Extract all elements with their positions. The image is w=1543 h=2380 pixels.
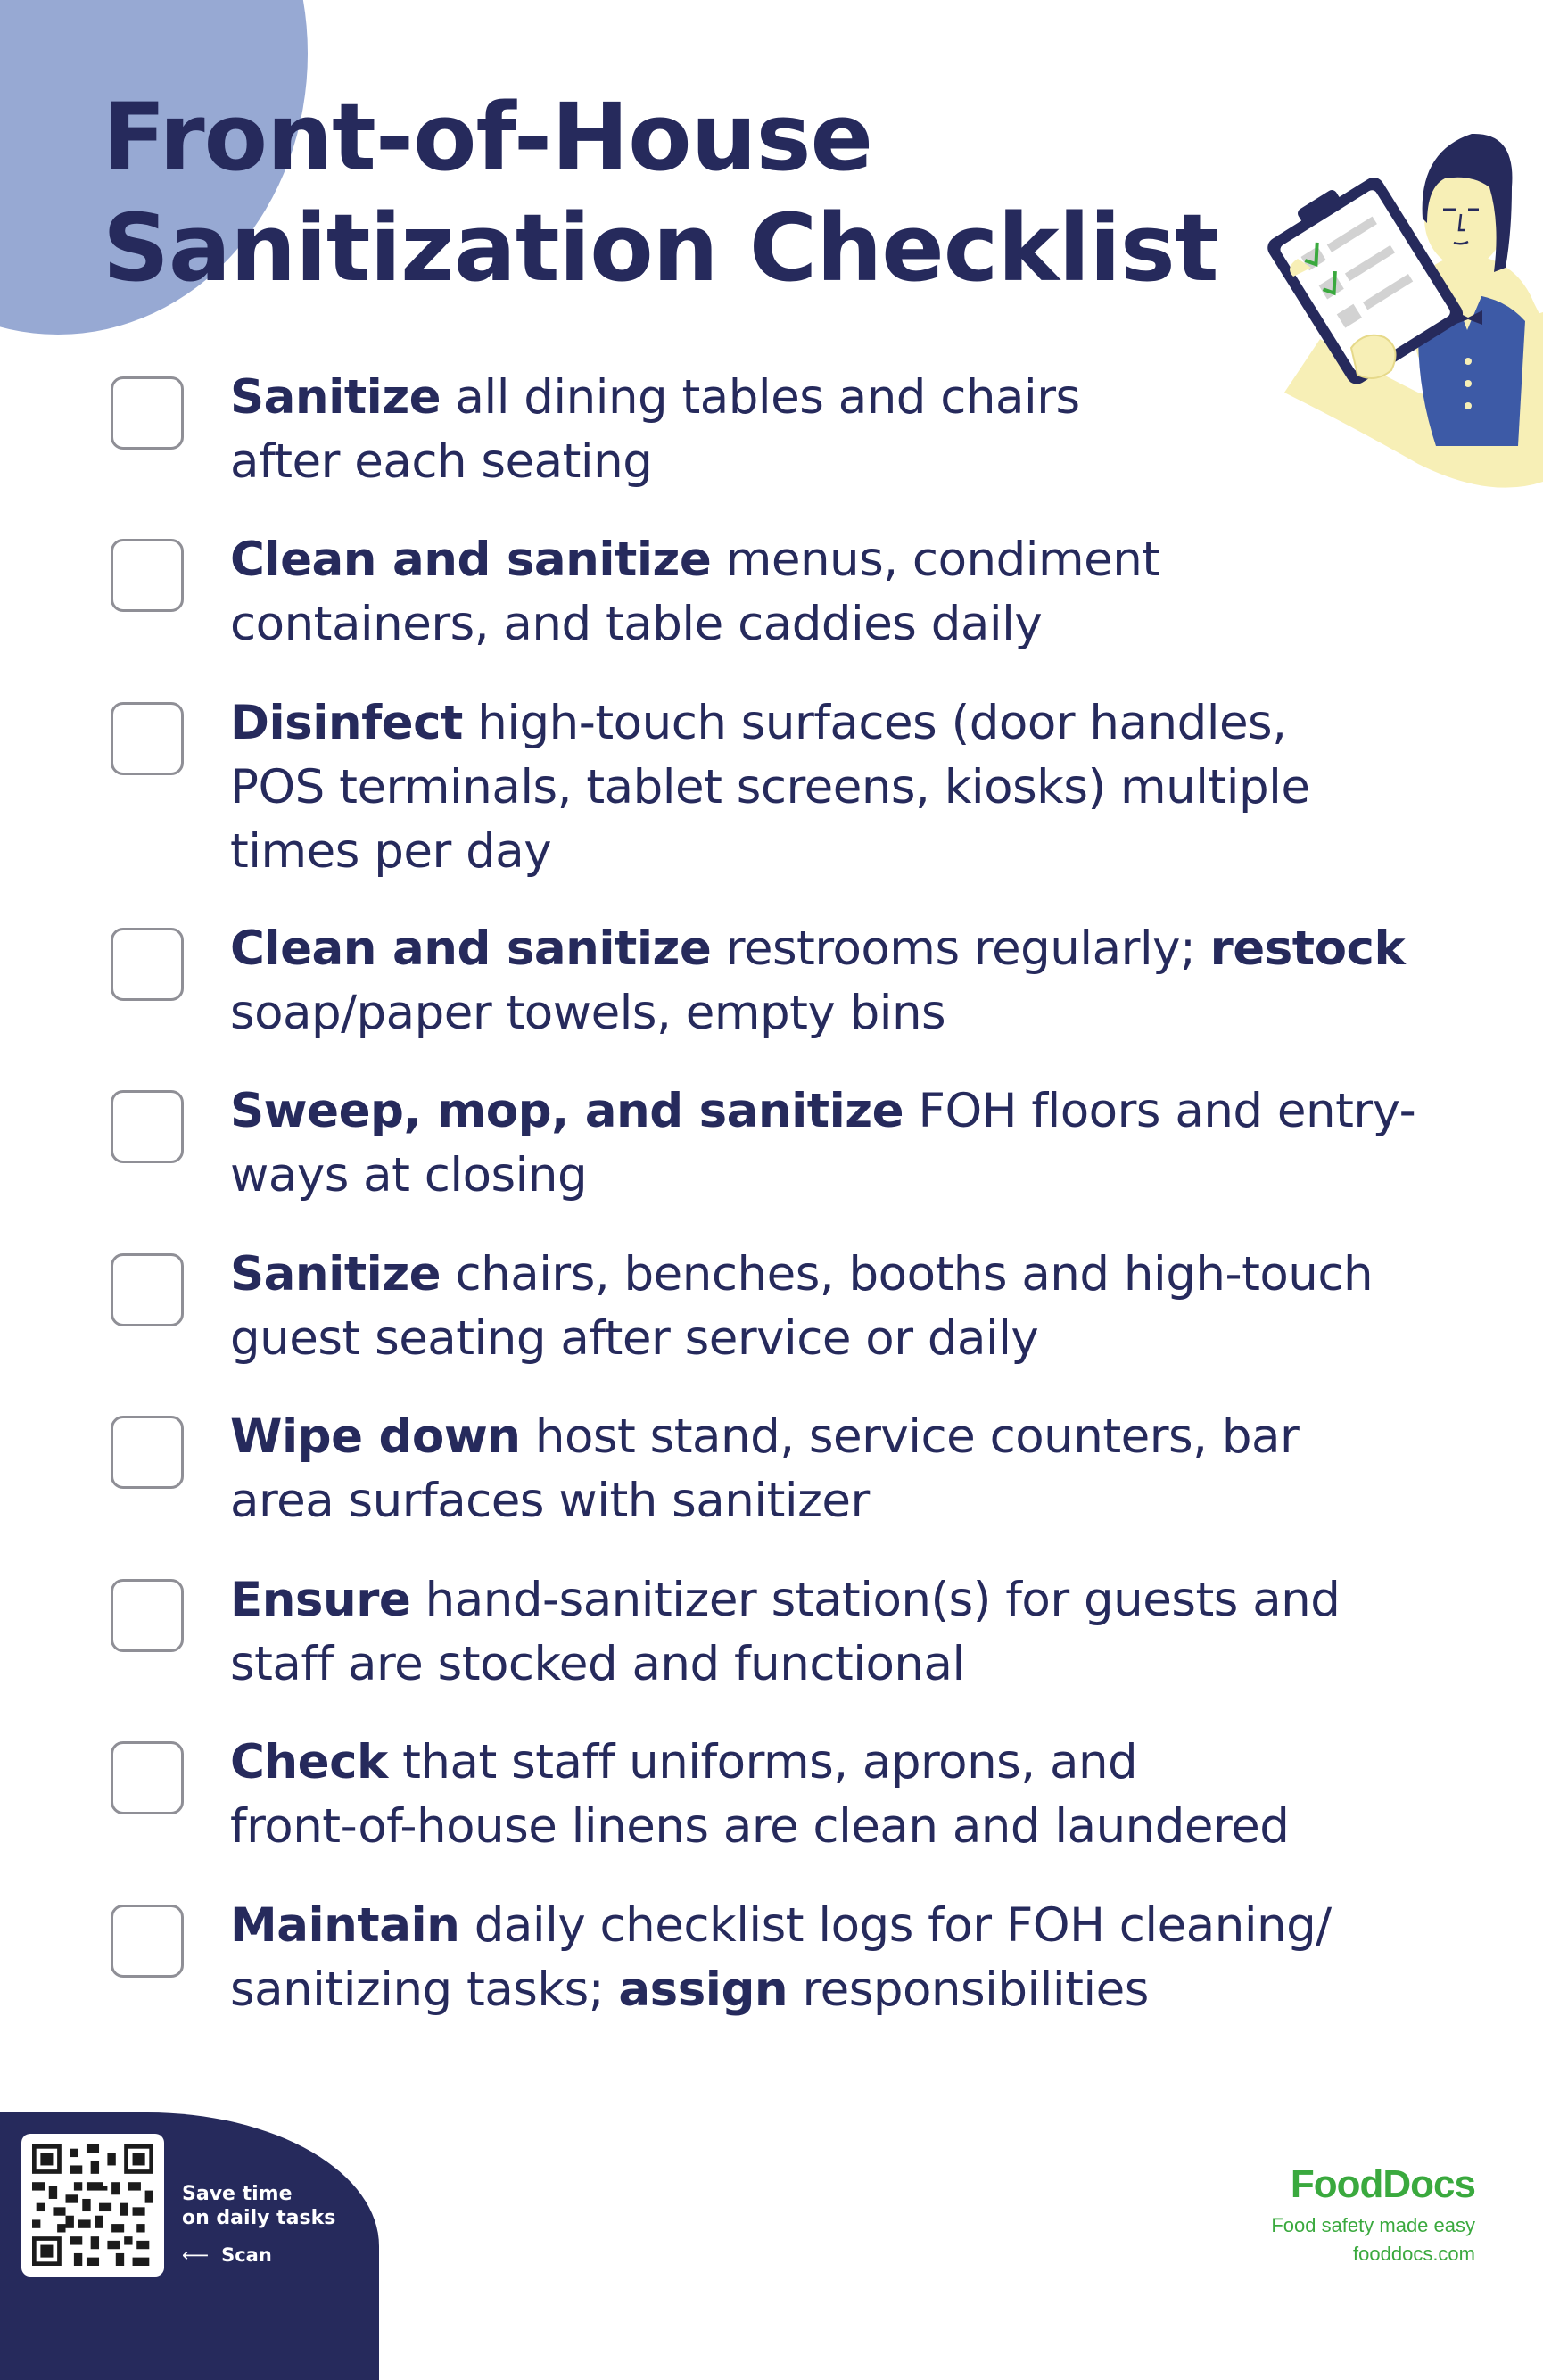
checklist-item-segment: restrooms regularly; <box>711 921 1210 976</box>
checklist-item-segment: sanitizing tasks; <box>230 1963 619 2017</box>
checklist-item-bold: Sweep, mop, and sanitize <box>230 1084 904 1138</box>
checklist-checkbox[interactable] <box>111 702 184 775</box>
checklist-item-bold: Disinfect <box>230 696 463 750</box>
title-line-2: Sanitization Checklist <box>103 194 1218 302</box>
checklist-item-segment: guest seating after service or daily <box>230 1311 1039 1366</box>
qr-caption-line-2: on daily tasks <box>182 2207 336 2229</box>
checklist-item-text <box>230 691 1479 884</box>
checklist-item-text <box>230 1079 1479 1208</box>
checklist-item-bold: Maintain <box>230 1898 460 1953</box>
brand-tagline: Food safety made easy <box>1271 2214 1475 2236</box>
title-line-1: Front-of-House <box>103 83 873 192</box>
checklist-checkbox[interactable] <box>111 928 184 1001</box>
checklist-item-segment: responsibilities <box>788 1963 1149 2017</box>
checklist-item-bold: Check <box>230 1735 388 1789</box>
checklist-item-segment: menus, condiment <box>711 533 1160 587</box>
checklist-item-text <box>230 366 1479 494</box>
arrow-left-icon: ⟵ <box>182 2244 210 2266</box>
checklist-item-segment: staff are stocked and functional <box>230 1637 965 1691</box>
checklist-item-segment: POS terminals, tablet screens, kiosks) multiple <box>230 760 1310 814</box>
checklist-item-segment: host stand, service counters, bar <box>520 1409 1300 1464</box>
qr-caption <box>182 2182 360 2230</box>
checklist-item-segment: all dining tables and chairs <box>441 370 1080 425</box>
qr-code[interactable] <box>21 2134 164 2277</box>
checklist-checkbox[interactable] <box>111 1253 184 1326</box>
checklist-item-bold: Ensure <box>230 1573 411 1627</box>
checklist-checkbox[interactable] <box>111 1416 184 1489</box>
checklist-checkbox[interactable] <box>111 1741 184 1814</box>
checklist-checkbox[interactable] <box>111 539 184 612</box>
qr-caption-line-1: Save time <box>182 2183 293 2205</box>
checklist-item-bold: assign <box>618 1963 788 2017</box>
scan-text: Scan <box>221 2244 272 2266</box>
checklist-item-bold: Wipe down <box>230 1409 521 1464</box>
checklist-item-segment: front-of-house linens are clean and laundered <box>230 1799 1290 1854</box>
checklist-item-bold: Clean and sanitize <box>230 921 712 976</box>
checklist-item-segment: soap/paper towels, empty bins <box>230 986 946 1040</box>
brand-url[interactable]: fooddocs.com <box>1353 2243 1475 2265</box>
checklist-item-bold: Clean and sanitize <box>230 533 712 587</box>
checklist-item-text <box>230 917 1479 1045</box>
checklist-item-bold: Sanitize <box>230 1247 441 1302</box>
checklist-item-segment: hand-sanitizer station(s) for guests and <box>410 1573 1341 1627</box>
checklist-item-bold: Sanitize <box>230 370 441 425</box>
checklist-checkbox[interactable] <box>111 1579 184 1652</box>
checklist-item-segment: chairs, benches, booths and high-touch <box>441 1247 1374 1302</box>
brand-block <box>1271 2162 1475 2269</box>
checklist-item-text <box>230 1894 1479 2022</box>
checklist-item-segment: ways at closing <box>230 1148 588 1202</box>
checklist-item-segment: after each seating <box>230 434 653 489</box>
scan-label <box>182 2244 272 2266</box>
checklist-item-text <box>230 1405 1479 1533</box>
checklist-item-text <box>230 1731 1479 1859</box>
checklist-item-text <box>230 1243 1479 1371</box>
checklist-checkbox[interactable] <box>111 1905 184 1978</box>
checklist-item-text <box>230 1568 1479 1697</box>
checklist-item-segment: that staff uniforms, aprons, and <box>387 1735 1138 1789</box>
brand-logo: FoodDocs <box>1290 2162 1475 2206</box>
checklist-item-segment: high-touch surfaces (door handles, <box>462 696 1287 750</box>
checklist-item-text <box>230 528 1479 657</box>
checklist-item-segment: daily checklist logs for FOH cleaning/ <box>459 1898 1332 1953</box>
checklist-item-segment: times per day <box>230 824 552 879</box>
qr-code-icon <box>32 2144 153 2266</box>
checklist-item-segment: area surfaces with sanitizer <box>230 1474 870 1528</box>
checklist-item-bold: restock <box>1209 921 1406 976</box>
checklist-item-segment: containers, and table caddies daily <box>230 597 1043 651</box>
checklist-item-segment: FOH floors and entry- <box>904 1084 1416 1138</box>
checklist-checkbox[interactable] <box>111 1090 184 1163</box>
checklist-checkbox[interactable] <box>111 376 184 450</box>
